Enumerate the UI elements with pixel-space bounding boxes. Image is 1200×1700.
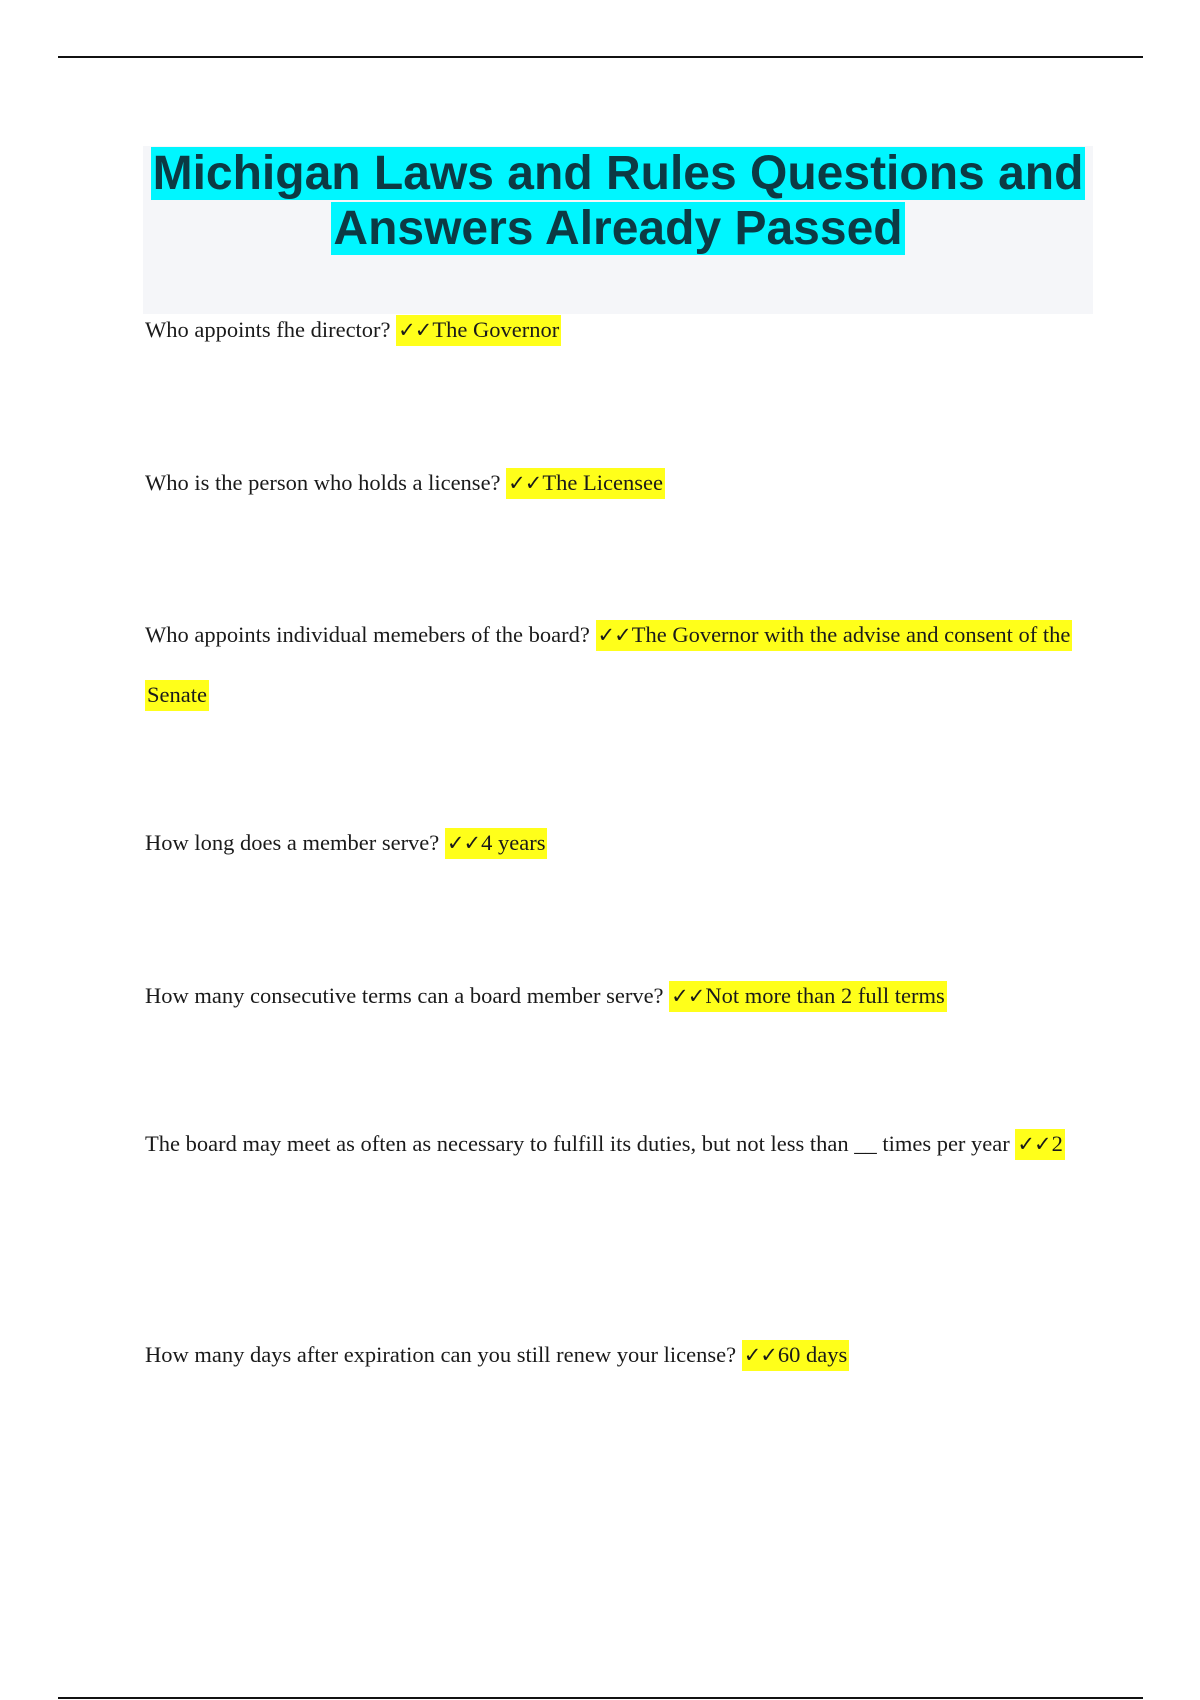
qa-item bbox=[145, 605, 1095, 725]
qa-item bbox=[145, 300, 1095, 360]
qa-item bbox=[145, 813, 1095, 873]
answer-highlight bbox=[445, 828, 548, 859]
answer-highlight bbox=[669, 981, 947, 1012]
footer-rule bbox=[58, 1697, 1143, 1699]
question-text: How long does a member serve? bbox=[145, 830, 440, 855]
question-text: Who appoints fhe director? bbox=[145, 317, 391, 342]
answer-highlight bbox=[396, 315, 561, 346]
qa-item bbox=[145, 453, 1095, 513]
answer-highlight bbox=[1015, 1129, 1064, 1160]
question-text: Who appoints individual memebers of the board? bbox=[145, 622, 590, 647]
question-text: The board may meet as often as necessary to fulfill its duties, but not less than __ times per year bbox=[145, 1131, 1010, 1156]
document-title bbox=[143, 146, 1093, 256]
double-check-icon: ✓✓ bbox=[398, 318, 432, 342]
answer-text: The Governor with the advise and consent of the Senate bbox=[147, 622, 1071, 707]
question-text: Who is the person who holds a license? bbox=[145, 470, 501, 495]
answer-text: 60 days bbox=[777, 1342, 848, 1367]
title-highlight: Michigan Laws and Rules Questions and Answers Already Passed bbox=[152, 147, 1084, 255]
double-check-icon: ✓✓ bbox=[671, 984, 705, 1008]
qa-item bbox=[145, 1325, 1095, 1385]
answer-highlight bbox=[742, 1340, 850, 1371]
answer-text: 4 years bbox=[481, 830, 546, 855]
qa-item bbox=[145, 1114, 1095, 1174]
answer-text: Not more than 2 full terms bbox=[705, 983, 945, 1008]
double-check-icon: ✓✓ bbox=[597, 623, 631, 647]
question-text: How many consecutive terms can a board member serve? bbox=[145, 983, 664, 1008]
answer-text: 2 bbox=[1051, 1131, 1063, 1156]
double-check-icon: ✓✓ bbox=[508, 471, 542, 495]
answer-text: The Governor bbox=[432, 317, 560, 342]
qa-item bbox=[145, 966, 1095, 1026]
double-check-icon: ✓✓ bbox=[1017, 1132, 1051, 1156]
double-check-icon: ✓✓ bbox=[743, 1343, 777, 1367]
answer-text: The Licensee bbox=[542, 470, 663, 495]
question-text: How many days after expiration can you still renew your license? bbox=[145, 1342, 737, 1367]
double-check-icon: ✓✓ bbox=[446, 831, 481, 855]
header-rule bbox=[58, 56, 1143, 58]
answer-highlight bbox=[506, 468, 665, 499]
